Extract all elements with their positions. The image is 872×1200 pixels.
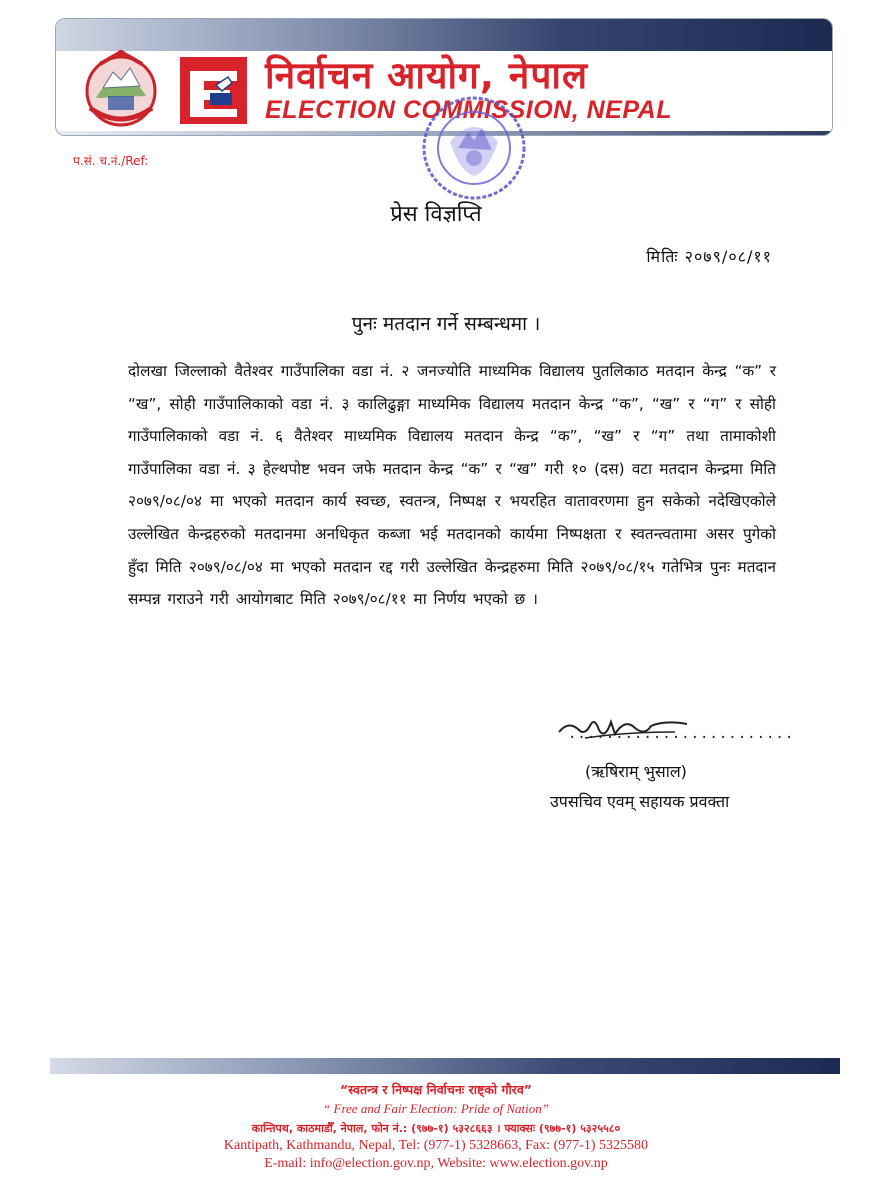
footer-contact: E-mail: info@election.gov.np, Website: www.election.gov.np bbox=[264, 1156, 608, 1171]
footer-gradient-bar bbox=[50, 1058, 840, 1074]
body-paragraph: दोलखा जिल्लाको वैतेश्वर गाउँपालिका वडा नं. २ जनज्योति माध्यमिक विद्यालय पुतलिकाठ मतदान केन्द्र “क” र “ख”, सोही गाउँपालिकाको वडा नं. ३ कालिढुङ्गा माध्यमिक विद्यालय मतदान केन्द्र “क”, “ख” र “ग” र सोही गाउँपालिकाको वडा नं. ६ वैतेश्वर माध्यमिक विद्यालय मतदान केन्द्र “क”, “ख” र “ग” तथा तामाकोशी गाउँपालिका वडा नं. ३ हेल्थपोष्ट भवन जफे मतदान केन्द्र “क” र “ख” गरी १० (दस) वटा मतदान केन्द्रमा मिति २०७९/०८/०४ मा भएको मतदान कार्य स्वच्छ, स्वतन्त्र, निष्पक्ष र भयरहित वातावरणमा हुन सकेको नदेखिएकोले उल्लेखित केन्द्रहरुको मतदानमा अनधिकृत कब्जा भई मतदानको कार्यमा निष्पक्षता र स्वतन्त्वतामा असर पुगेको हुँदा मिति २०७९/०८/०४ मा भएको मतदान रद्द गरी उल्लेखित केन्द्रहरुमा मिति २०७९/०८/१५ गतेभित्र पुनः मतदान सम्पन्न गराउने गरी आयोगबाट मिति २०७९/०८/११ मा निर्णय भएको छ । bbox=[128, 362, 776, 609]
document-title: प्रेस विज्ञप्ति bbox=[390, 202, 482, 227]
document-date: मितिः २०७९/०८/११ bbox=[646, 247, 772, 266]
reference-label: प.सं. च.नं./Ref: bbox=[73, 154, 149, 168]
document-subject: पुनः मतदान गर्ने सम्बन्धमा । bbox=[351, 313, 541, 335]
header-gradient-bar bbox=[56, 19, 832, 51]
footer-address-english: Kantipath, Kathmandu, Nepal, Tel: (977-1) 5328663, Fax: (977-1) 5325580 bbox=[223, 1138, 649, 1153]
signatory-name: (ऋषिराम् भुसाल) bbox=[585, 762, 687, 781]
footer-address-nepali: कान्तिपथ, काठमाडौँ, नेपाल, फोन नं.: (९७७-१) ५३२८६६३ । फ्याक्सः (९७७-१) ५३२५५८० bbox=[251, 1122, 621, 1135]
footer-motto-nepali: “स्वतन्त्र र निष्पक्ष निर्वाचनः राष्ट्को गौरव” bbox=[339, 1082, 533, 1097]
nepal-emblem-icon bbox=[78, 46, 164, 132]
signatory-title: उपसचिव एवम् सहायक प्रवक्ता bbox=[550, 792, 730, 811]
signature-dotted-line: ........................ bbox=[568, 726, 795, 742]
org-name-nepali: निर्वाचन आयोग, नेपाल bbox=[265, 54, 589, 97]
ballot-box-icon bbox=[180, 57, 247, 124]
official-stamp-icon bbox=[418, 92, 530, 204]
org-name-english: ELECTION COMMISSION, NEPAL bbox=[265, 96, 672, 124]
footer-motto-english: “ Free and Fair Election: Pride of Nation” bbox=[323, 1101, 549, 1116]
